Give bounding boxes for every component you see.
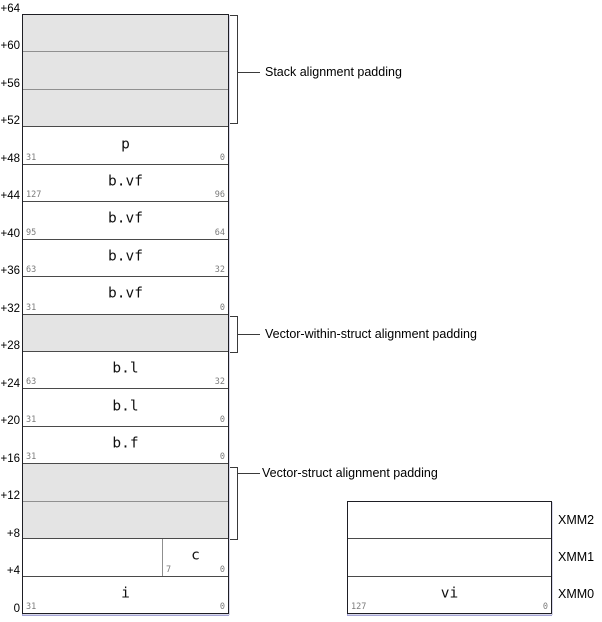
offset-label: +60 bbox=[0, 40, 20, 52]
offset-label: +8 bbox=[6, 528, 20, 540]
stack-cell-bvf bbox=[23, 164, 228, 201]
bit-index-high: 7 bbox=[166, 564, 172, 575]
bit-index-low: 0 bbox=[219, 564, 225, 575]
bit-index-low: 0 bbox=[219, 414, 225, 425]
bit-index-low: 0 bbox=[219, 452, 225, 463]
cell-label: i bbox=[121, 585, 130, 602]
brace-connector-line bbox=[238, 334, 260, 335]
xmm1-cell bbox=[348, 538, 551, 575]
xmm-register-box bbox=[347, 501, 552, 614]
annotation-vector-within-struct-padding: Vector-within-struct alignment padding bbox=[265, 327, 477, 341]
bit-index-high: 127 bbox=[351, 601, 367, 612]
offset-label: 0 bbox=[13, 603, 20, 615]
stack-cell-bl bbox=[23, 351, 228, 388]
offset-label: +20 bbox=[0, 415, 20, 427]
cell-label: b.vf bbox=[108, 173, 143, 190]
cell-label: b.f bbox=[112, 435, 139, 452]
padding-cell bbox=[23, 51, 228, 88]
stack-cell-i bbox=[23, 576, 228, 613]
bit-index-low: 32 bbox=[214, 265, 225, 276]
bit-index-high: 31 bbox=[26, 414, 37, 425]
brace bbox=[230, 15, 238, 124]
stack-cell-bf bbox=[23, 426, 228, 463]
cell-label: p bbox=[121, 136, 130, 153]
offset-label: +64 bbox=[0, 3, 20, 15]
stack-cell-p bbox=[23, 126, 228, 163]
stack-cell-bvf bbox=[23, 239, 228, 276]
offset-label: +48 bbox=[0, 153, 20, 165]
cell-label: b.vf bbox=[108, 286, 143, 303]
stack-memory-box bbox=[22, 14, 229, 614]
register-label-xmm0: XMM0 bbox=[558, 587, 595, 601]
bit-index-high: 31 bbox=[26, 452, 37, 463]
padding-cell bbox=[23, 314, 228, 351]
bit-index-low: 0 bbox=[542, 601, 548, 612]
register-label-xmm1: XMM1 bbox=[558, 550, 595, 564]
offset-label: +44 bbox=[0, 190, 20, 202]
bit-index-high: 95 bbox=[26, 227, 37, 238]
cell-label: c bbox=[191, 548, 200, 565]
padding-cell bbox=[23, 89, 228, 126]
brace bbox=[230, 316, 238, 353]
stack-cell-bvf bbox=[23, 276, 228, 313]
offset-label: +56 bbox=[0, 78, 20, 90]
cell-label: vi bbox=[440, 585, 459, 602]
cell-label: b.vf bbox=[108, 211, 143, 228]
bit-index-low: 0 bbox=[219, 302, 225, 313]
bit-index-low: 0 bbox=[219, 152, 225, 163]
xmm2-cell bbox=[348, 502, 551, 538]
stack-cell-bl bbox=[23, 388, 228, 425]
padding-cell bbox=[23, 15, 228, 51]
cell-label: b.l bbox=[112, 398, 139, 415]
stack-cell-bvf bbox=[23, 201, 228, 238]
bit-index-high: 63 bbox=[26, 265, 37, 276]
bit-index-low: 32 bbox=[214, 377, 225, 388]
bit-index-low: 64 bbox=[214, 227, 225, 238]
padding-cell bbox=[23, 463, 228, 500]
offset-label: +36 bbox=[0, 265, 20, 277]
xmm0-cell bbox=[348, 576, 551, 613]
register-label-xmm2: XMM2 bbox=[558, 513, 595, 527]
bit-index-high: 31 bbox=[26, 602, 37, 612]
stack-cell-c bbox=[23, 538, 228, 575]
offset-label: +16 bbox=[0, 453, 20, 465]
offset-label: +32 bbox=[0, 303, 20, 315]
offset-label: +28 bbox=[0, 340, 20, 352]
bit-index-low: 96 bbox=[214, 190, 225, 201]
brace-connector-line bbox=[238, 473, 260, 474]
bit-index-high: 31 bbox=[26, 302, 37, 313]
offset-label: +24 bbox=[0, 378, 20, 390]
cell-label: b.vf bbox=[108, 248, 143, 265]
cell-label: b.l bbox=[112, 360, 139, 377]
bit-index-low: 0 bbox=[219, 602, 225, 612]
offset-label: +4 bbox=[6, 565, 20, 577]
brace bbox=[230, 467, 238, 540]
offset-label: +52 bbox=[0, 115, 20, 127]
annotation-stack-alignment-padding: Stack alignment padding bbox=[265, 65, 402, 79]
char-subcell bbox=[162, 539, 228, 575]
offset-label: +12 bbox=[0, 490, 20, 502]
padding-cell bbox=[23, 501, 228, 538]
annotation-vector-struct-padding: Vector-struct alignment padding bbox=[262, 466, 438, 480]
offset-label: +40 bbox=[0, 228, 20, 240]
brace-connector-line bbox=[238, 72, 260, 73]
bit-index-high: 127 bbox=[26, 190, 42, 201]
bit-index-high: 63 bbox=[26, 377, 37, 388]
bit-index-high: 31 bbox=[26, 152, 37, 163]
